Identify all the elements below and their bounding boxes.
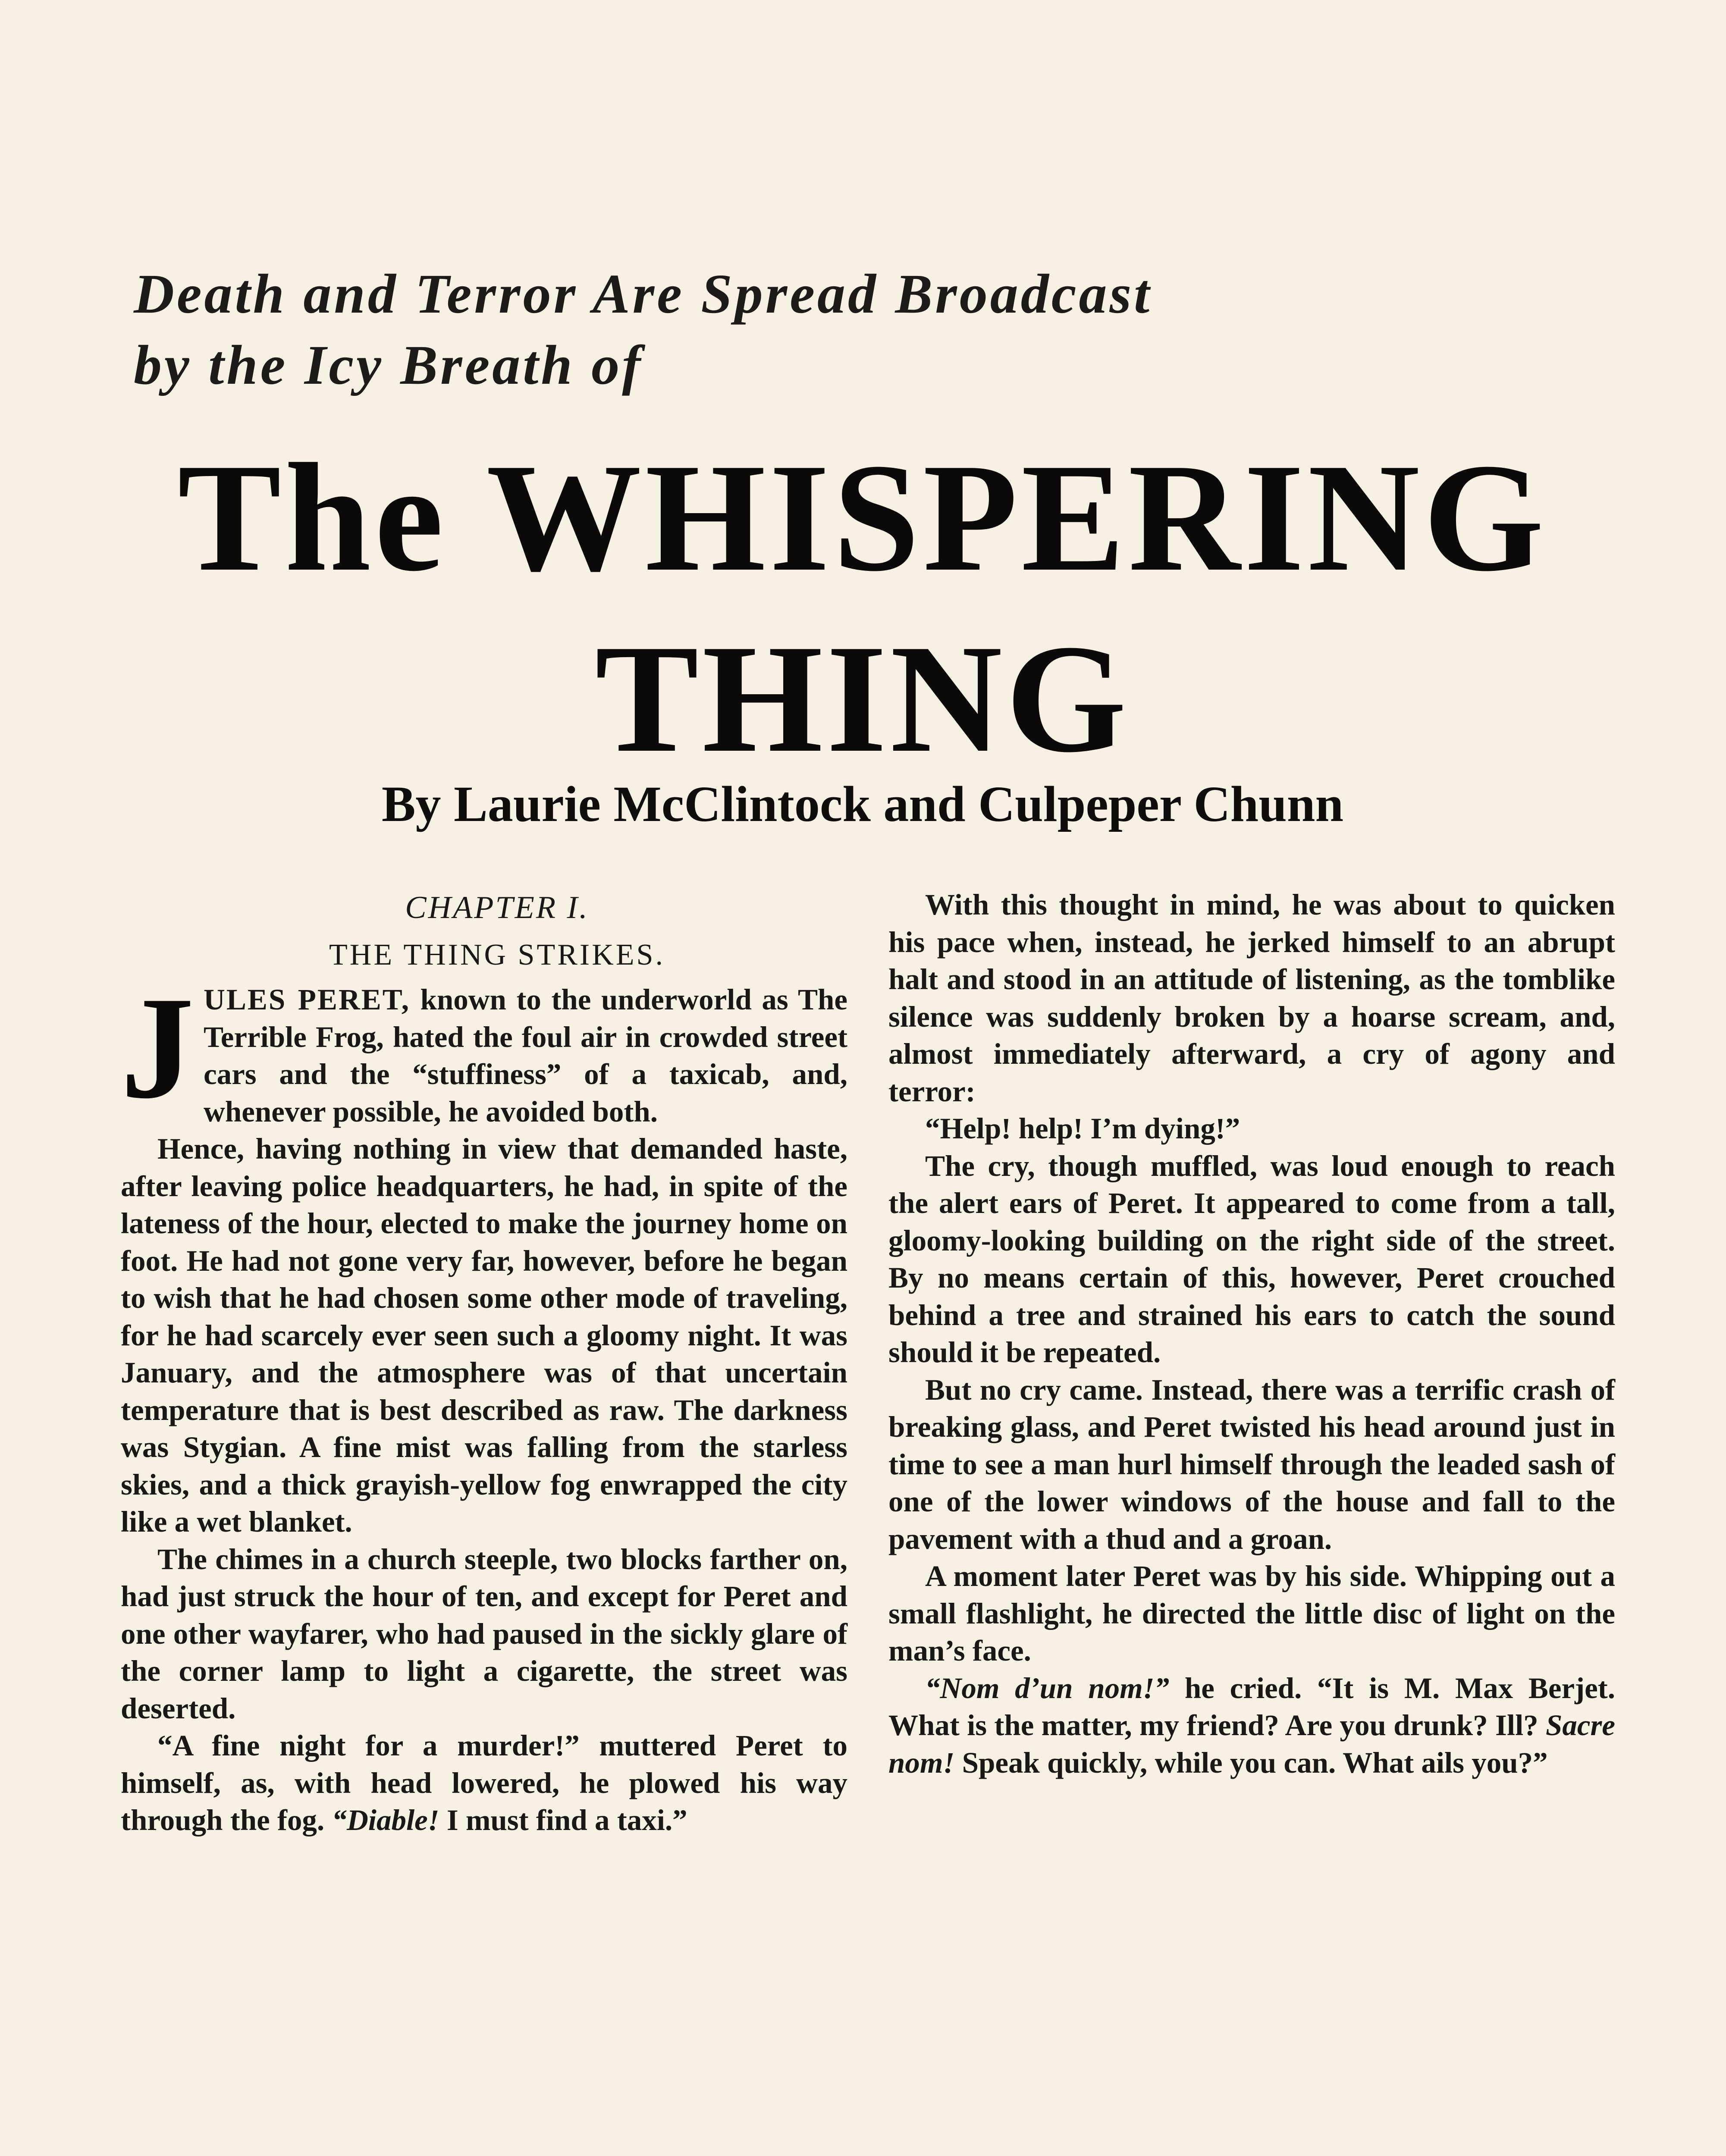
paragraph-text: “A fine night for a murder!” muttered Peret to himself, as, with head lowered, he plowed his way through the fog. xyxy=(121,1729,847,1836)
italic-text: “Diable! xyxy=(332,1804,439,1836)
lead-words: ULES PERET, xyxy=(204,983,410,1016)
story-title-line-1: The WHISPERING xyxy=(177,431,1548,603)
paragraph: The chimes in a church steeple, two blocks farther on, had just struck the hour of ten, and except for Peret and one other wayfarer, who had paused in the sickly glare of the corner lamp to light a cigarette, the street was deserted. xyxy=(121,1542,847,1725)
italic-text: Sacre nom! xyxy=(888,1709,1615,1779)
drop-cap: J xyxy=(121,966,194,1129)
kicker-line-2: by the Icy Breath of xyxy=(134,334,643,396)
paragraph-text: I must find a taxi.” xyxy=(439,1804,687,1836)
paragraph: The cry, though muffled, was loud enough to reach the alert ears of Peret. It appeared to come from a tall, gloomy-looking building on the right side of the street. By no means certain of this, however, Peret crouched behind a tree and strained his ears to catch the sound should it be repeated. xyxy=(888,1149,1615,1369)
story-title-line-2: THING xyxy=(595,612,1130,784)
paragraph: But no cry came. Instead, there was a terrific crash of breaking glass, and Peret twisted his head around just in time to see a man hurl himself through the leaded sash of one of the lower windows of the house and fall to the pavement with a thud and a groan. xyxy=(888,1373,1615,1555)
right-column xyxy=(888,886,1615,1781)
paragraph-text: known to the underworld as The Terrible Frog, hated the foul air in crowded street cars and the “stuffiness” of a taxicab, and, whenever possible, he avoided both. xyxy=(204,983,847,1128)
paragraph: With this thought in mind, he was about to quicken his pace when, instead, he jerked himself to an abrupt halt and stood in an attitude of listening, as the tomblike silence was suddenly broken by a hoarse scream, and, almost immediately afterward, a cry of agony and terror: xyxy=(888,888,1615,1108)
byline: By Laurie McClintock and Culpeper Chunn xyxy=(381,776,1344,832)
kicker xyxy=(134,259,1514,401)
left-column xyxy=(121,886,847,1839)
paragraph-text: he cried. “It is M. Max Berjet. What is the matter, my friend? Are you drunk? Ill? xyxy=(888,1671,1615,1742)
paragraph: A moment later Peret was by his side. Whipping out a small flashlight, he directed the little disc of light on the man’s face. xyxy=(888,1560,1615,1667)
paragraph: “Help! help! I’m dying!” xyxy=(925,1112,1240,1145)
kicker-line-1: Death and Terror Are Spread Broadcast xyxy=(134,263,1152,325)
paragraph xyxy=(121,966,847,1130)
chapter-title: THE THING STRIKES. xyxy=(329,938,665,971)
paragraph xyxy=(888,1670,1615,1782)
paragraph xyxy=(121,1727,847,1839)
chapter-number: CHAPTER I. xyxy=(405,890,589,925)
paragraph: Hence, having nothing in view that demanded haste, after leaving police headquarters, he had, in spite of the lateness of the hour, elected to make the journey home on foot. He had not gone very far, however, before he began to wish that he had chosen some other mode of traveling, for he had scarcely ever seen such a gloomy night. It was January, and the atmosphere was of that uncertain temperature that is best described as raw. The darkness was Stygian. A fine mist was falling from the starless skies, and a thick grayish-yellow fog enwrapped the city like a wet blanket. xyxy=(121,1132,847,1538)
italic-text: “Nom d’un nom!” xyxy=(925,1671,1170,1705)
story-title xyxy=(86,427,1639,789)
paragraph-text: Speak quickly, while you can. What ails you?” xyxy=(954,1746,1548,1779)
